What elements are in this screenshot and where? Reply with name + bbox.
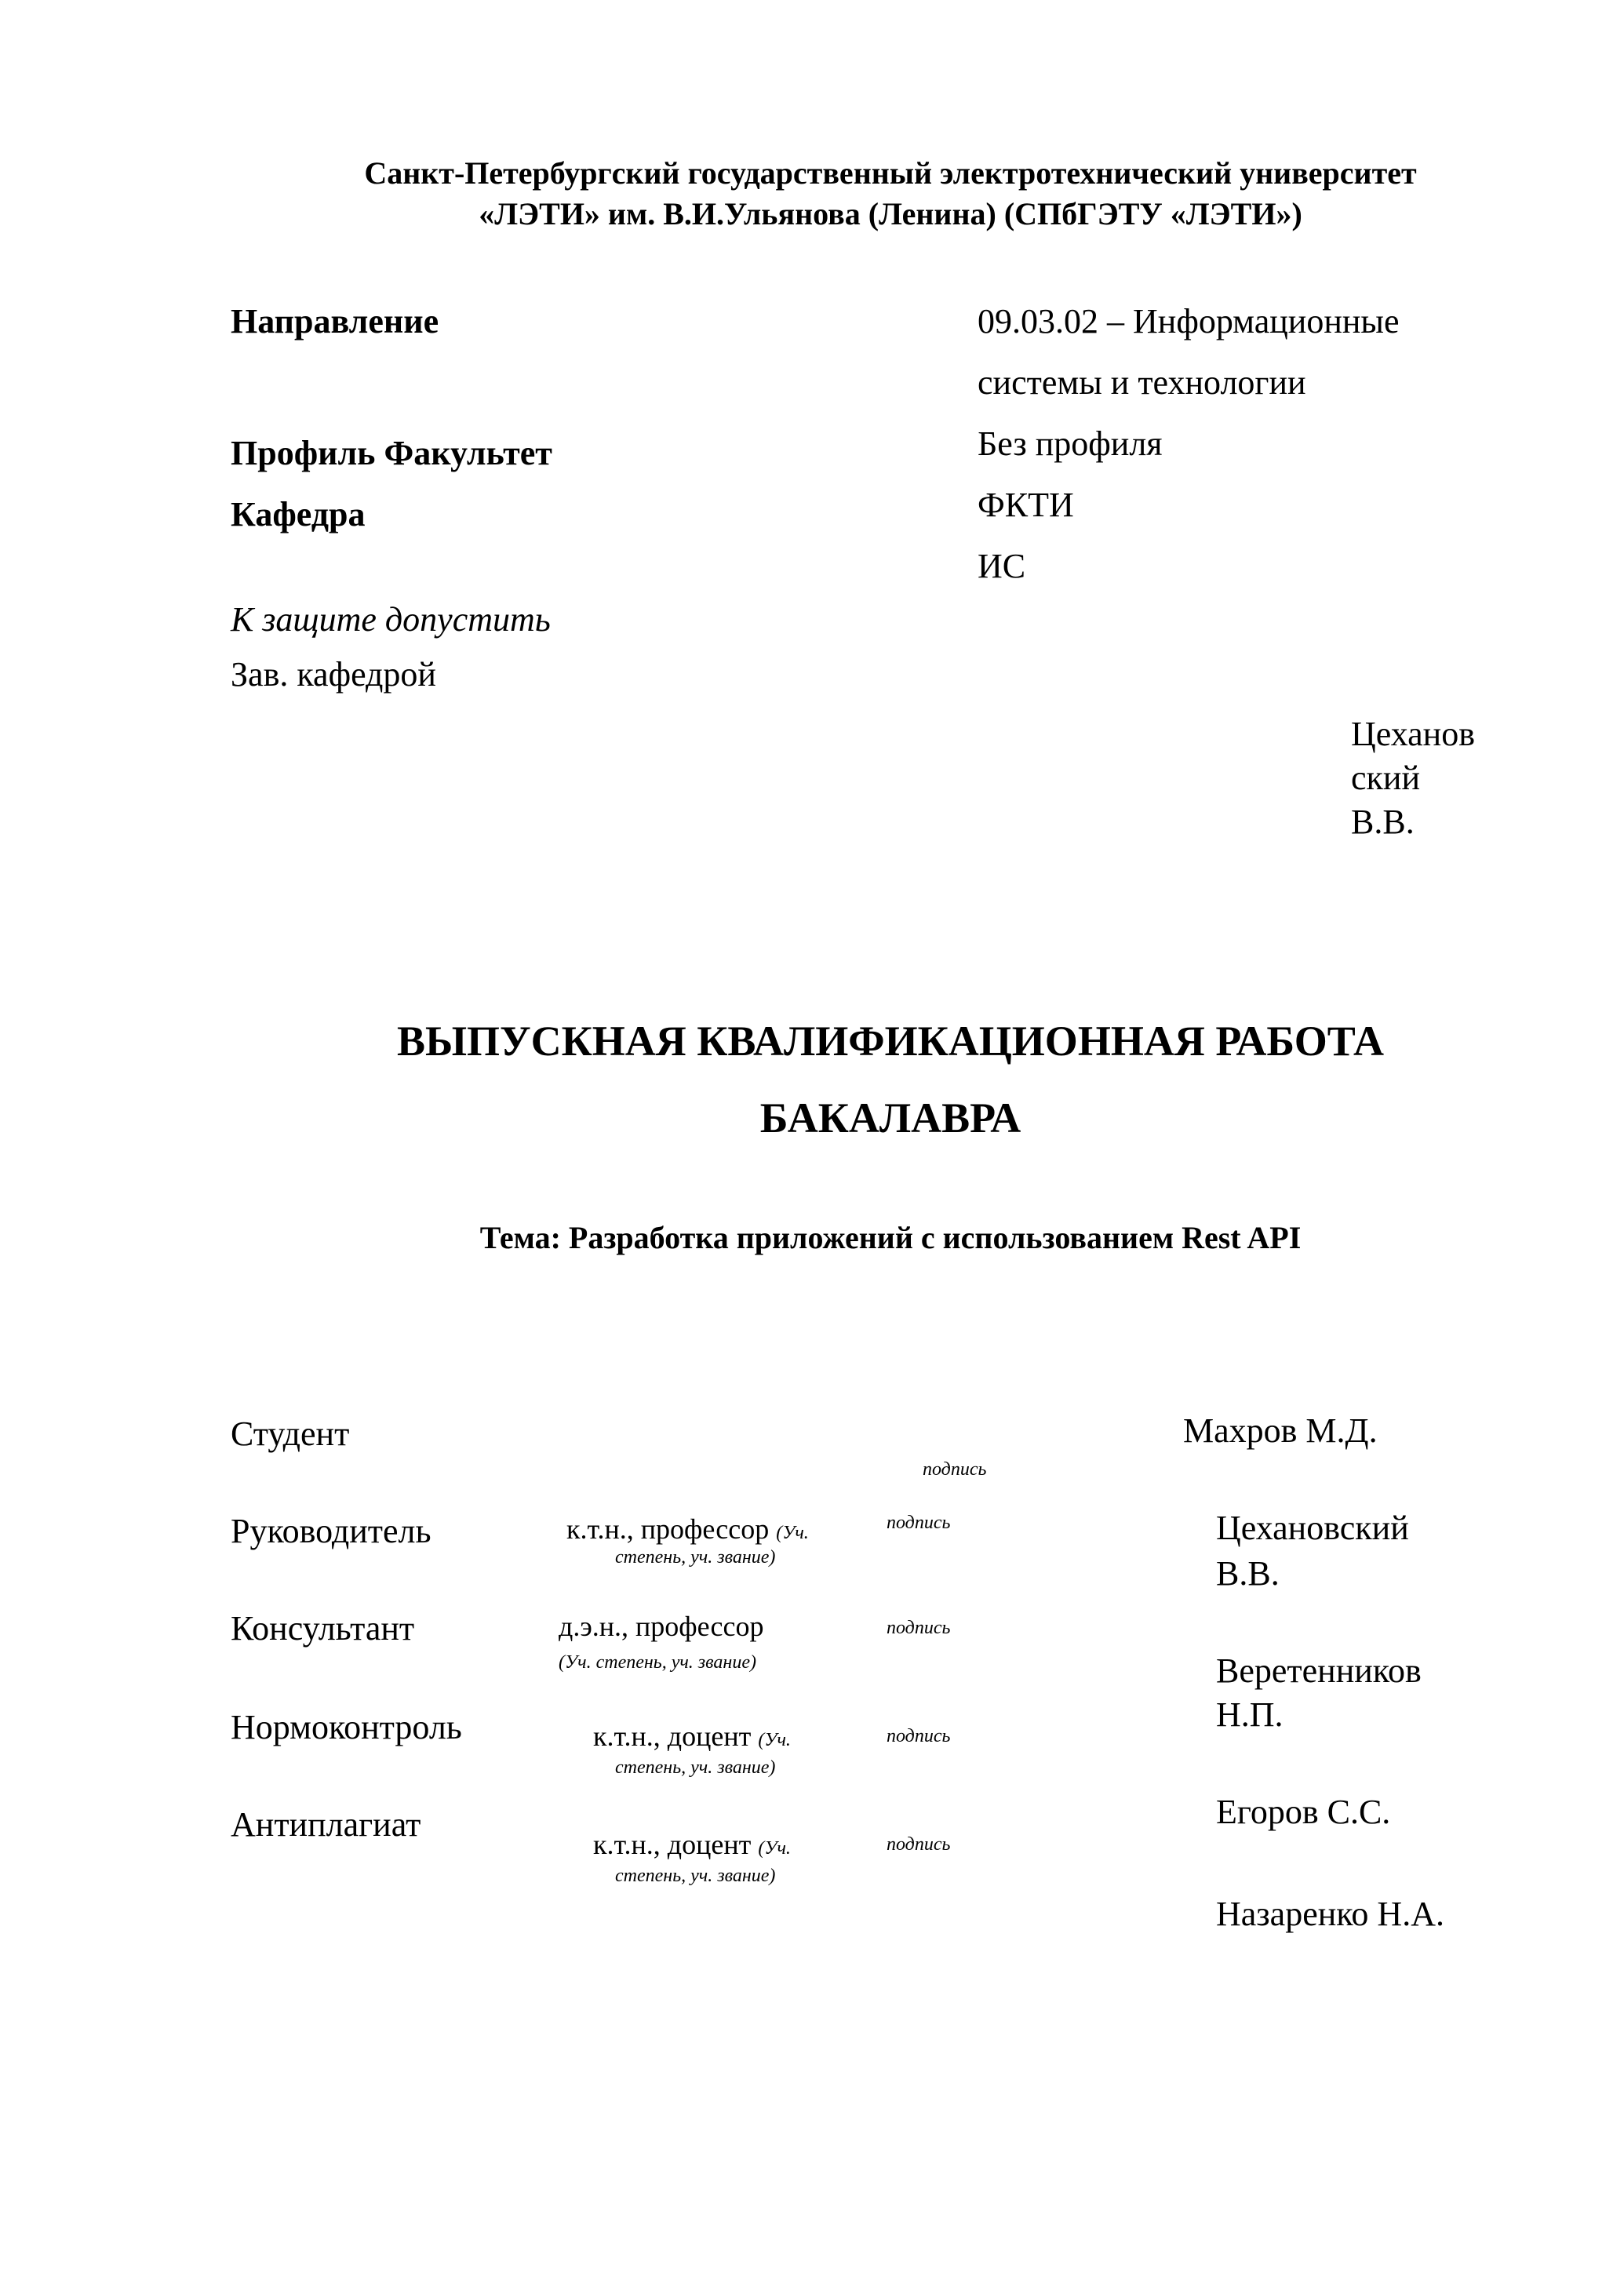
direction-label: Направление xyxy=(231,302,439,340)
antiplagiat-degree-hint-line-2: степень, уч. звание) xyxy=(615,1866,776,1886)
faculty-value: ФКТИ xyxy=(978,486,1074,524)
profile-faculty-label: Профиль Факультет xyxy=(231,434,552,472)
supervisor-name-line-1: Цехановский xyxy=(1216,1509,1409,1547)
supervisor-degree xyxy=(566,1513,809,1546)
supervisor-name-line-2: В.В. xyxy=(1216,1554,1280,1593)
consultant-signature-label: подпись xyxy=(887,1618,951,1638)
normocontrol-degree-text: к.т.н., доцент xyxy=(593,1720,752,1752)
supervisor-degree-text: к.т.н., профессор xyxy=(566,1513,770,1545)
student-signature-label: подпись xyxy=(923,1459,987,1480)
normocontrol-role: Нормоконтроль xyxy=(231,1708,462,1746)
antiplagiat-degree-hint: (Уч. xyxy=(758,1838,791,1859)
work-title-line-1: ВЫПУСКНАЯ КВАЛИФИКАЦИОННАЯ РАБОТА xyxy=(396,1018,1385,1065)
direction-value-line-1: 09.03.02 – Информационные xyxy=(978,302,1400,340)
consultant-degree-hint: (Уч. степень, уч. звание) xyxy=(559,1652,756,1673)
profile-value: Без профиля xyxy=(978,424,1163,463)
department-value: ИС xyxy=(978,547,1026,585)
normocontrol-degree-hint-line-2: степень, уч. звание) xyxy=(615,1757,776,1778)
consultant-degree: д.э.н., профессор xyxy=(559,1611,764,1642)
supervisor-signature-label: подпись xyxy=(887,1513,951,1533)
normocontrol-degree xyxy=(593,1720,791,1753)
normocontrol-degree-hint: (Уч. xyxy=(758,1730,791,1750)
supervisor-role: Руководитель xyxy=(231,1512,431,1550)
work-title-line-2: БАКАЛАВРА xyxy=(759,1094,1021,1142)
normocontrol-name: Егоров С.С. xyxy=(1216,1793,1391,1831)
antiplagiat-degree-text: к.т.н., доцент xyxy=(593,1829,752,1860)
supervisor-degree-hint: (Уч. xyxy=(776,1523,809,1543)
antiplagiat-signature-label: подпись xyxy=(887,1834,951,1855)
supervisor-degree-hint-line-2: степень, уч. звание) xyxy=(615,1547,776,1568)
antiplagiat-degree xyxy=(593,1828,791,1861)
head-name-line-1: Цеханов xyxy=(1351,715,1475,753)
student-role: Студент xyxy=(231,1415,350,1453)
student-name: Махров М.Д. xyxy=(1183,1411,1378,1450)
antiplagiat-name: Назаренко Н.А. xyxy=(1216,1895,1444,1933)
university-name-line-2: «ЛЭТИ» им. В.И.Ульянова (Ленина) (СПбГЭТУ «ЛЭТИ») xyxy=(479,196,1302,231)
normocontrol-signature-label: подпись xyxy=(887,1726,951,1746)
consultant-role: Консультант xyxy=(231,1609,415,1648)
head-name-line-2: ский xyxy=(1351,759,1420,797)
direction-value-line-2: системы и технологии xyxy=(978,363,1306,402)
work-topic: Тема: Разработка приложений с использованием Rest API xyxy=(479,1220,1302,1255)
head-name-line-3: В.В. xyxy=(1351,803,1415,841)
university-name-line-1: Санкт-Петербургский государственный электротехнический университет xyxy=(364,155,1417,191)
consultant-name-line-1: Веретенников xyxy=(1216,1651,1422,1690)
department-label: Кафедра xyxy=(231,495,366,533)
antiplagiat-role: Антиплагиат xyxy=(231,1805,421,1844)
head-of-department-label: Зав. кафедрой xyxy=(231,655,436,694)
consultant-name-line-2: Н.П. xyxy=(1216,1695,1284,1734)
admit-to-defense-label: К защите допустить xyxy=(231,600,551,639)
